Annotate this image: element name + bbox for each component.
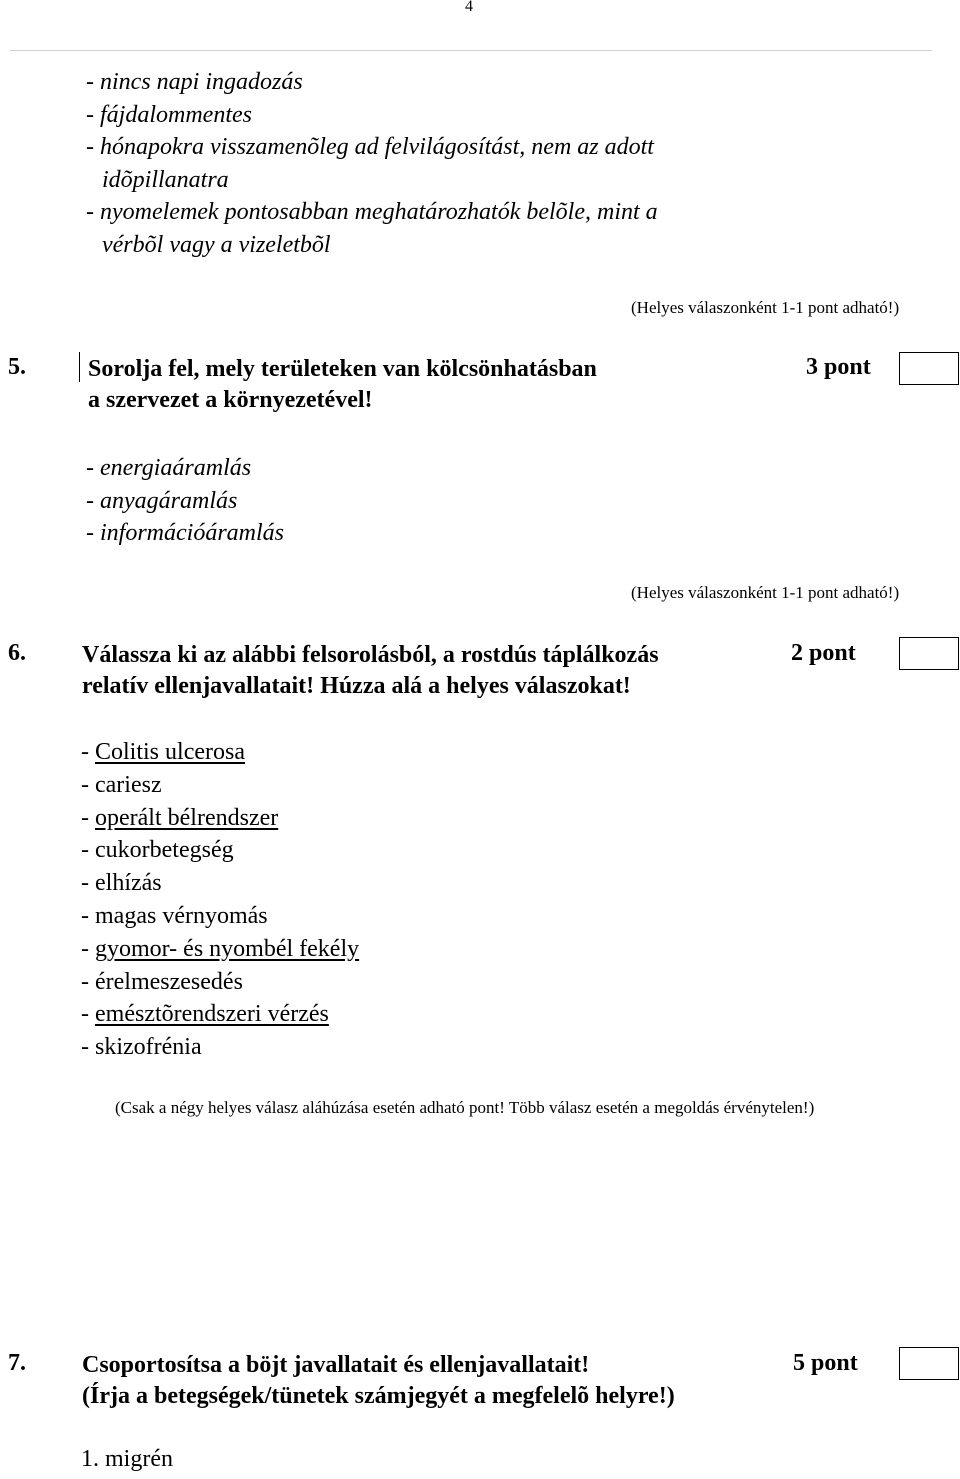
header-rule [10,50,932,51]
question-number: 6. [8,640,26,666]
option-text: skizofrénia [95,1034,202,1061]
scoring-note: (Helyes válaszonként 1-1 pont adható!) [631,583,900,602]
answer-list [86,452,284,550]
option-item[interactable]: - emésztõrendszeri vérzés [81,1001,329,1028]
option-text: operált bélrendszer [95,804,279,831]
option-item[interactable]: - cukorbetegség [81,837,234,864]
option-text: gyomor- és nyombél fekély [95,935,360,962]
question-text [88,354,597,416]
question-line: Csoportosítsa a böjt javallatait és ellenjavallatait! [82,1352,590,1378]
number-divider [79,352,80,382]
option-item[interactable]: - skizofrénia [81,1034,202,1061]
scoring-note: (Helyes válaszonként 1-1 pont adható!) [631,298,900,317]
option-text: cariesz [95,771,162,798]
previous-answer-list [86,66,658,261]
points-label: 5 pont [793,1350,858,1376]
option-list [81,736,359,1064]
option-text: Colitis ulcerosa [95,739,245,765]
list-item: - nyomelemek pontosabban meghatározhatók belõle, mint a [86,199,658,225]
list-item: - energiaáramlás [86,455,252,481]
list-item: - anyagáramlás [86,487,238,514]
question-line: a szervezet a környezetével! [88,387,373,413]
list-item: idõpillanatra [102,166,229,193]
option-text: elhízás [95,870,162,897]
option-item[interactable]: - gyomor- és nyombél fekély [81,935,360,962]
question-line: Sorolja fel, mely területeken van kölcsönhatásban [88,356,597,382]
list-item: - információáramlás [86,520,284,546]
option-item[interactable]: - magas vérnyomás [81,902,268,929]
list-item: - nincs napi ingadozás [86,69,303,95]
scoring-note: (Csak a négy helyes válasz aláhúzása esetén adható pont! Több válasz esetén a megoldás érvénytelen!) [115,1098,815,1117]
question-line: (Írja a betegségek/tünetek számjegyét a megfelelõ helyre!) [82,1383,675,1409]
option-text: érelmeszesedés [95,968,243,995]
option-text: cukorbetegség [95,837,234,864]
score-box[interactable] [899,352,959,385]
points-label: 2 pont [791,640,856,666]
question-number: 5. [8,354,26,380]
points-label: 3 pont [806,354,871,380]
option-text: emésztõrendszeri vérzés [95,1001,329,1028]
option-item[interactable]: - elhízás [81,870,162,897]
question-number: 7. [8,1350,26,1376]
question-line: relatív ellenjavallatait! Húzza alá a helyes válaszokat! [82,673,631,699]
option-item[interactable]: - érelmeszesedés [81,968,243,995]
option-item[interactable]: - operált bélrendszer [81,804,279,831]
question-text [82,1350,675,1412]
score-box[interactable] [899,1347,959,1380]
score-box[interactable] [899,637,959,670]
list-item: - hónapokra visszamenõleg ad felvilágosítást, nem az adott [86,134,654,160]
list-item: vérbõl vagy a vizeletbõl [102,231,331,258]
list-item: 1. migrén [81,1446,173,1472]
option-item[interactable]: - Colitis ulcerosa [81,739,245,765]
question-text [82,640,659,702]
list-item: - fájdalommentes [86,101,252,128]
question-line: Válassza ki az alábbi felsorolásból, a rostdús táplálkozás [82,642,659,668]
option-text: magas vérnyomás [95,902,268,929]
page-number: 4 [465,0,473,15]
option-item[interactable]: - cariesz [81,771,162,798]
